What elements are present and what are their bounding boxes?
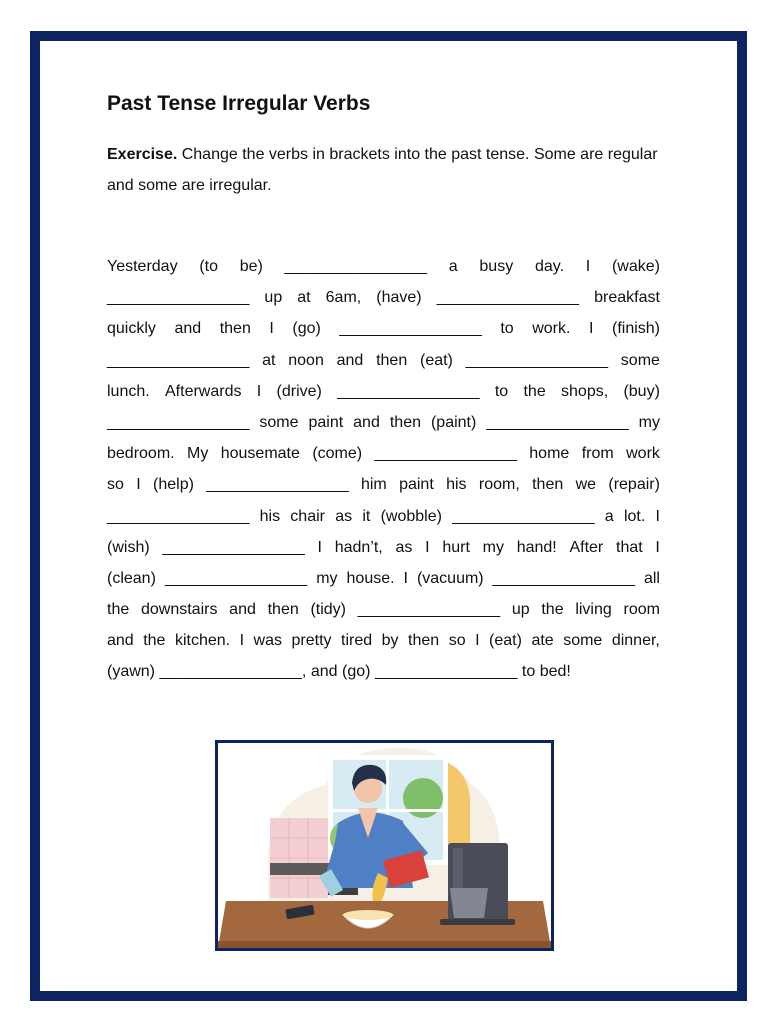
passage-word: some bbox=[620, 351, 660, 369]
passage-word: and bbox=[229, 601, 256, 619]
answer-blank: ________________ bbox=[492, 569, 635, 587]
passage-word: I bbox=[475, 632, 480, 650]
passage-word: his bbox=[446, 476, 467, 494]
passage-word: I bbox=[655, 538, 660, 556]
answer-blank: ________________ bbox=[164, 569, 308, 587]
passage-word: (go) bbox=[342, 663, 371, 681]
passage-line bbox=[107, 594, 660, 625]
passage-word: that bbox=[616, 538, 643, 556]
exercise-text: Change the verbs in brackets into the past tense. Some are regular and some are irregular. bbox=[107, 146, 658, 194]
passage-word: (to bbox=[199, 258, 218, 275]
passage-word: at bbox=[297, 289, 311, 307]
passage-word: shops, bbox=[561, 382, 609, 400]
passage-line bbox=[107, 251, 660, 282]
answer-blank: ________________, bbox=[159, 663, 307, 681]
passage-word: I bbox=[588, 320, 594, 338]
kitchen-illustration bbox=[215, 740, 554, 951]
passage-word: (repair) bbox=[608, 476, 660, 494]
passage-word: it bbox=[362, 507, 371, 525]
passage-word: to bbox=[521, 663, 536, 681]
passage-word: so bbox=[107, 476, 124, 494]
passage-word: hurt bbox=[442, 538, 470, 556]
passage-line bbox=[107, 376, 660, 407]
passage-word: a bbox=[604, 507, 614, 525]
passage-word: hand! bbox=[516, 538, 557, 556]
passage-word: dinner, bbox=[611, 632, 660, 650]
answer-blank: ________________ bbox=[357, 601, 501, 619]
passage-word: and bbox=[174, 320, 202, 338]
passage-line bbox=[107, 313, 660, 344]
passage-word: hadn’t, bbox=[334, 538, 383, 556]
passage-word: the bbox=[523, 382, 546, 400]
passage-line bbox=[107, 656, 660, 687]
passage-word: work bbox=[626, 445, 660, 463]
passage-word: busy bbox=[479, 258, 514, 275]
passage-word: (wobble) bbox=[380, 507, 442, 525]
passage-word: (wake) bbox=[611, 258, 660, 275]
passage-word: (vacuum) bbox=[416, 569, 484, 587]
passage-word: so bbox=[448, 632, 466, 650]
answer-blank: ________________ bbox=[107, 351, 250, 369]
passage-word: I bbox=[585, 258, 591, 275]
answer-blank: ________________ bbox=[375, 663, 518, 681]
passage-word: (go) bbox=[292, 320, 321, 338]
passage-word: then bbox=[219, 320, 251, 338]
answer-blank: ________________ bbox=[374, 445, 517, 463]
passage-line bbox=[107, 501, 660, 532]
passage-word: some bbox=[563, 632, 603, 650]
passage-word: (clean) bbox=[107, 569, 156, 587]
passage-word: to bbox=[494, 382, 509, 400]
passage-line bbox=[107, 625, 660, 656]
page-title: Past Tense Irregular Verbs bbox=[107, 92, 371, 115]
passage-word: I bbox=[136, 476, 141, 494]
answer-blank: ________________ bbox=[107, 289, 250, 307]
passage-word: 6am, bbox=[325, 289, 362, 307]
answer-blank: ________________ bbox=[486, 413, 629, 431]
passage-word: from bbox=[581, 445, 614, 463]
passage-word: all bbox=[643, 569, 660, 587]
passage-word: the bbox=[107, 601, 130, 619]
passage-word: Yesterday bbox=[107, 258, 178, 275]
exercise-instructions bbox=[107, 139, 660, 201]
passage-word: and bbox=[310, 663, 338, 681]
answer-blank: ________________ bbox=[436, 289, 580, 307]
passage-word: Afterwards bbox=[165, 382, 242, 400]
passage-word: I bbox=[239, 632, 245, 650]
passage-word: downstairs bbox=[140, 601, 218, 619]
passage-line bbox=[107, 345, 660, 376]
answer-blank: ________________ bbox=[452, 507, 595, 525]
passage-word: then bbox=[408, 632, 440, 650]
passage-word: him bbox=[360, 476, 387, 494]
answer-blank: ________________ bbox=[107, 413, 250, 431]
passage-word: then bbox=[532, 476, 564, 494]
passage-word: paint bbox=[308, 413, 344, 431]
passage-word: noon bbox=[288, 351, 324, 369]
passage-word: the bbox=[143, 632, 166, 650]
passage-line bbox=[107, 563, 660, 594]
answer-blank: ________________ bbox=[284, 258, 427, 275]
passage-word: as bbox=[335, 507, 353, 525]
answer-blank: ________________ bbox=[337, 382, 480, 400]
passage-word: and bbox=[336, 351, 364, 369]
answer-blank: ________________ bbox=[107, 507, 250, 525]
passage-word: (have) bbox=[376, 289, 422, 307]
passage-word: was bbox=[253, 632, 282, 650]
passage-word: by bbox=[381, 632, 399, 650]
passage-line bbox=[107, 282, 660, 313]
passage-word: (come) bbox=[312, 445, 363, 463]
passage-word: paint bbox=[399, 476, 434, 494]
passage-word: bed! bbox=[539, 663, 571, 681]
person-cooking-illustration bbox=[218, 743, 551, 948]
passage-word: up bbox=[264, 289, 283, 307]
answer-blank: ________________ bbox=[162, 538, 305, 556]
passage-word: living bbox=[575, 601, 612, 619]
passage-word: bedroom. bbox=[107, 445, 175, 463]
passage-word: up bbox=[511, 601, 530, 619]
passage-word: my bbox=[316, 569, 338, 587]
answer-blank: ________________ bbox=[465, 351, 609, 369]
passage-word: housemate bbox=[220, 445, 300, 463]
passage-word: My bbox=[187, 445, 209, 463]
passage-word: at bbox=[262, 351, 276, 369]
passage-word: then bbox=[389, 413, 421, 431]
passage-word: work. bbox=[532, 320, 571, 338]
passage-word: I bbox=[317, 538, 322, 556]
passage-word: and bbox=[353, 413, 380, 431]
passage-word: room, bbox=[478, 476, 520, 494]
exercise-label: Exercise. bbox=[107, 146, 178, 163]
answer-blank: ________________ bbox=[339, 320, 482, 338]
passage-word: then bbox=[267, 601, 299, 619]
passage-word: (help) bbox=[153, 476, 194, 494]
passage-line bbox=[107, 407, 660, 438]
passage-word: (eat) bbox=[419, 351, 453, 369]
passage-line bbox=[107, 469, 660, 500]
passage-word: I bbox=[655, 507, 660, 525]
answer-blank: ________________ bbox=[206, 476, 349, 494]
passage-word: I bbox=[256, 382, 262, 400]
passage-word: (yawn) bbox=[107, 663, 156, 681]
passage-word: lot. bbox=[623, 507, 646, 525]
passage-word: room bbox=[623, 601, 660, 619]
passage-word: as bbox=[395, 538, 413, 556]
passage-word: ate bbox=[531, 632, 554, 650]
passage-word: breakfast bbox=[594, 289, 660, 307]
passage-word: home bbox=[529, 445, 570, 463]
passage-line bbox=[107, 532, 660, 563]
passage-word: (finish) bbox=[611, 320, 660, 338]
passage-word: the bbox=[541, 601, 564, 619]
passage-word: his bbox=[259, 507, 281, 525]
passage-word: (drive) bbox=[276, 382, 322, 400]
passage-word: a bbox=[448, 258, 458, 275]
exercise-passage bbox=[107, 251, 660, 688]
passage-word: I bbox=[269, 320, 274, 338]
passage-word: (wish) bbox=[107, 538, 150, 556]
passage-word: some bbox=[259, 413, 299, 431]
passage-word: I bbox=[425, 538, 430, 556]
passage-word: then bbox=[376, 351, 408, 369]
passage-word: chair bbox=[290, 507, 325, 525]
passage-word: I bbox=[403, 569, 408, 587]
passage-word: kitchen. bbox=[174, 632, 231, 650]
passage-word: day. bbox=[534, 258, 565, 275]
passage-word: quickly bbox=[107, 320, 156, 338]
passage-word: we bbox=[575, 476, 597, 494]
passage-word: (buy) bbox=[623, 382, 660, 400]
passage-word: and bbox=[107, 632, 134, 650]
passage-word: to bbox=[500, 320, 514, 338]
passage-word: (eat) bbox=[489, 632, 522, 650]
passage-word: After bbox=[569, 538, 604, 556]
passage-word: my bbox=[638, 413, 660, 431]
passage-word: (paint) bbox=[430, 413, 477, 431]
passage-word: house. bbox=[346, 569, 395, 587]
passage-word: pretty bbox=[291, 632, 332, 650]
passage-line bbox=[107, 438, 660, 469]
passage-word: tired bbox=[341, 632, 373, 650]
passage-word: (tidy) bbox=[310, 601, 347, 619]
passage-word: be) bbox=[239, 258, 263, 275]
passage-word: my bbox=[482, 538, 504, 556]
passage-word: lunch. bbox=[107, 382, 150, 400]
